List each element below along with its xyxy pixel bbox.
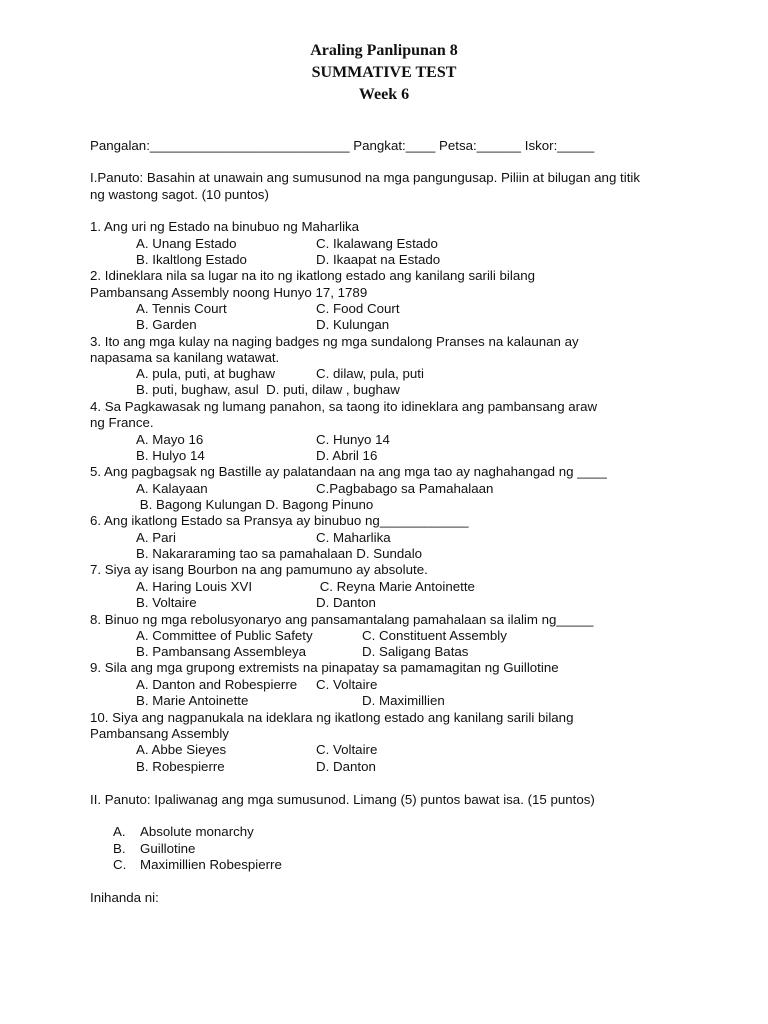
q10-choice-c: C. Voltaire (316, 742, 378, 757)
part2-item-text: Guillotine (140, 841, 196, 856)
q9-choice-b: B. Marie Antoinette (136, 693, 249, 708)
q1-choice-c: C. Ikalawang Estado (316, 236, 438, 251)
q7-choice-b: B. Voltaire (136, 595, 197, 610)
question-8: 8. Binuo ng mga rebolusyonaryo ang pansamantalang pamahalaan sa ilalim ng_____ (90, 612, 594, 627)
part2-instructions: II. Panuto: Ipaliwanag ang mga sumusunod. Limang (5) puntos bawat isa. (15 puntos) (90, 792, 595, 807)
test-title: SUMMATIVE TEST (311, 64, 457, 81)
part2-item-letter: C. (113, 857, 127, 872)
question-1: 1. Ang uri ng Estado na binubuo ng Maharlika (90, 219, 360, 234)
question-10-cont: Pambansang Assembly (90, 726, 229, 741)
q7-choice-c: C. Reyna Marie Antoinette (316, 579, 475, 594)
part2-item-letter: B. (113, 841, 126, 856)
q4-choice-d: D. Abril 16 (316, 448, 378, 463)
q3-choice-b-d: B. puti, bughaw, asul D. puti, dilaw , bughaw (136, 382, 400, 397)
week-title: Week 6 (358, 86, 410, 103)
question-3: 3. Ito ang mga kulay na naging badges ng mga sundalong Pranses na kalaunan ay (90, 334, 579, 349)
question-7: 7. Siya ay isang Bourbon na ang pamumuno ay absolute. (90, 562, 428, 577)
q3-choice-a: A. pula, puti, at bughaw (136, 366, 275, 381)
question-5: 5. Ang pagbagsak ng Bastille ay palatandaan na ang mga tao ay naghahangad ng ____ (90, 464, 607, 479)
question-6: 6. Ang ikatlong Estado sa Pransya ay binubuo ng____________ (90, 513, 469, 528)
q1-choice-d: D. Ikaapat na Estado (316, 252, 441, 267)
question-3-cont: napasama sa kanilang watawat. (90, 350, 280, 365)
q9-choice-a: A. Danton and Robespierre (136, 677, 298, 692)
q4-choice-a: A. Mayo 16 (136, 432, 204, 447)
q7-choice-a: A. Haring Louis XVI (136, 579, 253, 594)
q4-choice-b: B. Hulyo 14 (136, 448, 205, 463)
student-info-line: Pangalan:___________________________ Pangkat:____ Petsa:______ Iskor:_____ (90, 138, 595, 153)
question-9: 9. Sila ang mga grupong extremists na pinapatay sa pamamagitan ng Guillotine (90, 660, 559, 675)
q2-choice-b: B. Garden (136, 317, 197, 332)
question-4-cont: ng France. (90, 415, 154, 430)
q9-choice-c: C. Voltaire (316, 677, 378, 692)
q10-choice-d: D. Danton (316, 759, 376, 774)
q5-choice-c: C.Pagbabago sa Pamahalaan (316, 481, 494, 496)
q2-choice-a: A. Tennis Court (136, 301, 227, 316)
part2-item-text: Maximillien Robespierre (140, 857, 282, 872)
q8-choice-b: B. Pambansang Assembleya (136, 644, 307, 659)
part1-instructions-cont: ng wastong sagot. (10 puntos) (90, 187, 269, 202)
q8-choice-d: D. Saligang Batas (362, 644, 469, 659)
q10-choice-b: B. Robespierre (136, 759, 225, 774)
q1-choice-b: B. Ikaltlong Estado (136, 252, 247, 267)
q9-choice-d: D. Maximillien (362, 693, 445, 708)
subject-title: Araling Panlipunan 8 (310, 42, 458, 59)
q6-choice-a: A. Pari (136, 530, 176, 545)
prepared-by-label: Inihanda ni: (90, 890, 159, 905)
q5-choice-a: A. Kalayaan (136, 481, 208, 496)
q6-choice-b-d: B. Nakararaming tao sa pamahalaan D. Sundalo (136, 546, 423, 561)
q3-choice-c: C. dilaw, pula, puti (316, 366, 424, 381)
question-4: 4. Sa Pagkawasak ng lumang panahon, sa taong ito idineklara ang pambansang araw (90, 399, 598, 414)
question-2-cont: Pambansang Assembly noong Hunyo 17, 1789 (90, 285, 368, 300)
part2-item-letter: A. (113, 824, 126, 839)
q2-choice-c: C. Food Court (316, 301, 400, 316)
question-10: 10. Siya ang nagpanukala na ideklara ng ikatlong estado ang kanilang sarili bilang (90, 710, 574, 725)
q8-choice-a: A. Committee of Public Safety (136, 628, 313, 643)
q7-choice-d: D. Danton (316, 595, 376, 610)
q4-choice-c: C. Hunyo 14 (316, 432, 390, 447)
part2-item-text: Absolute monarchy (140, 824, 254, 839)
q5-choice-b-d: B. Bagong Kulungan D. Bagong Pinuno (136, 497, 374, 512)
q2-choice-d: D. Kulungan (316, 317, 390, 332)
q1-choice-a: A. Unang Estado (136, 236, 237, 251)
part1-instructions: I.Panuto: Basahin at unawain ang sumusunod na mga pangungusap. Piliin at bilugan ang titik (90, 170, 640, 185)
question-2: 2. Idineklara nila sa lugar na ito ng ikatlong estado ang kanilang sarili bilang (90, 268, 535, 283)
q8-choice-c: C. Constituent Assembly (362, 628, 507, 643)
q6-choice-c: C. Maharlika (316, 530, 391, 545)
q10-choice-a: A. Abbe Sieyes (136, 742, 227, 757)
